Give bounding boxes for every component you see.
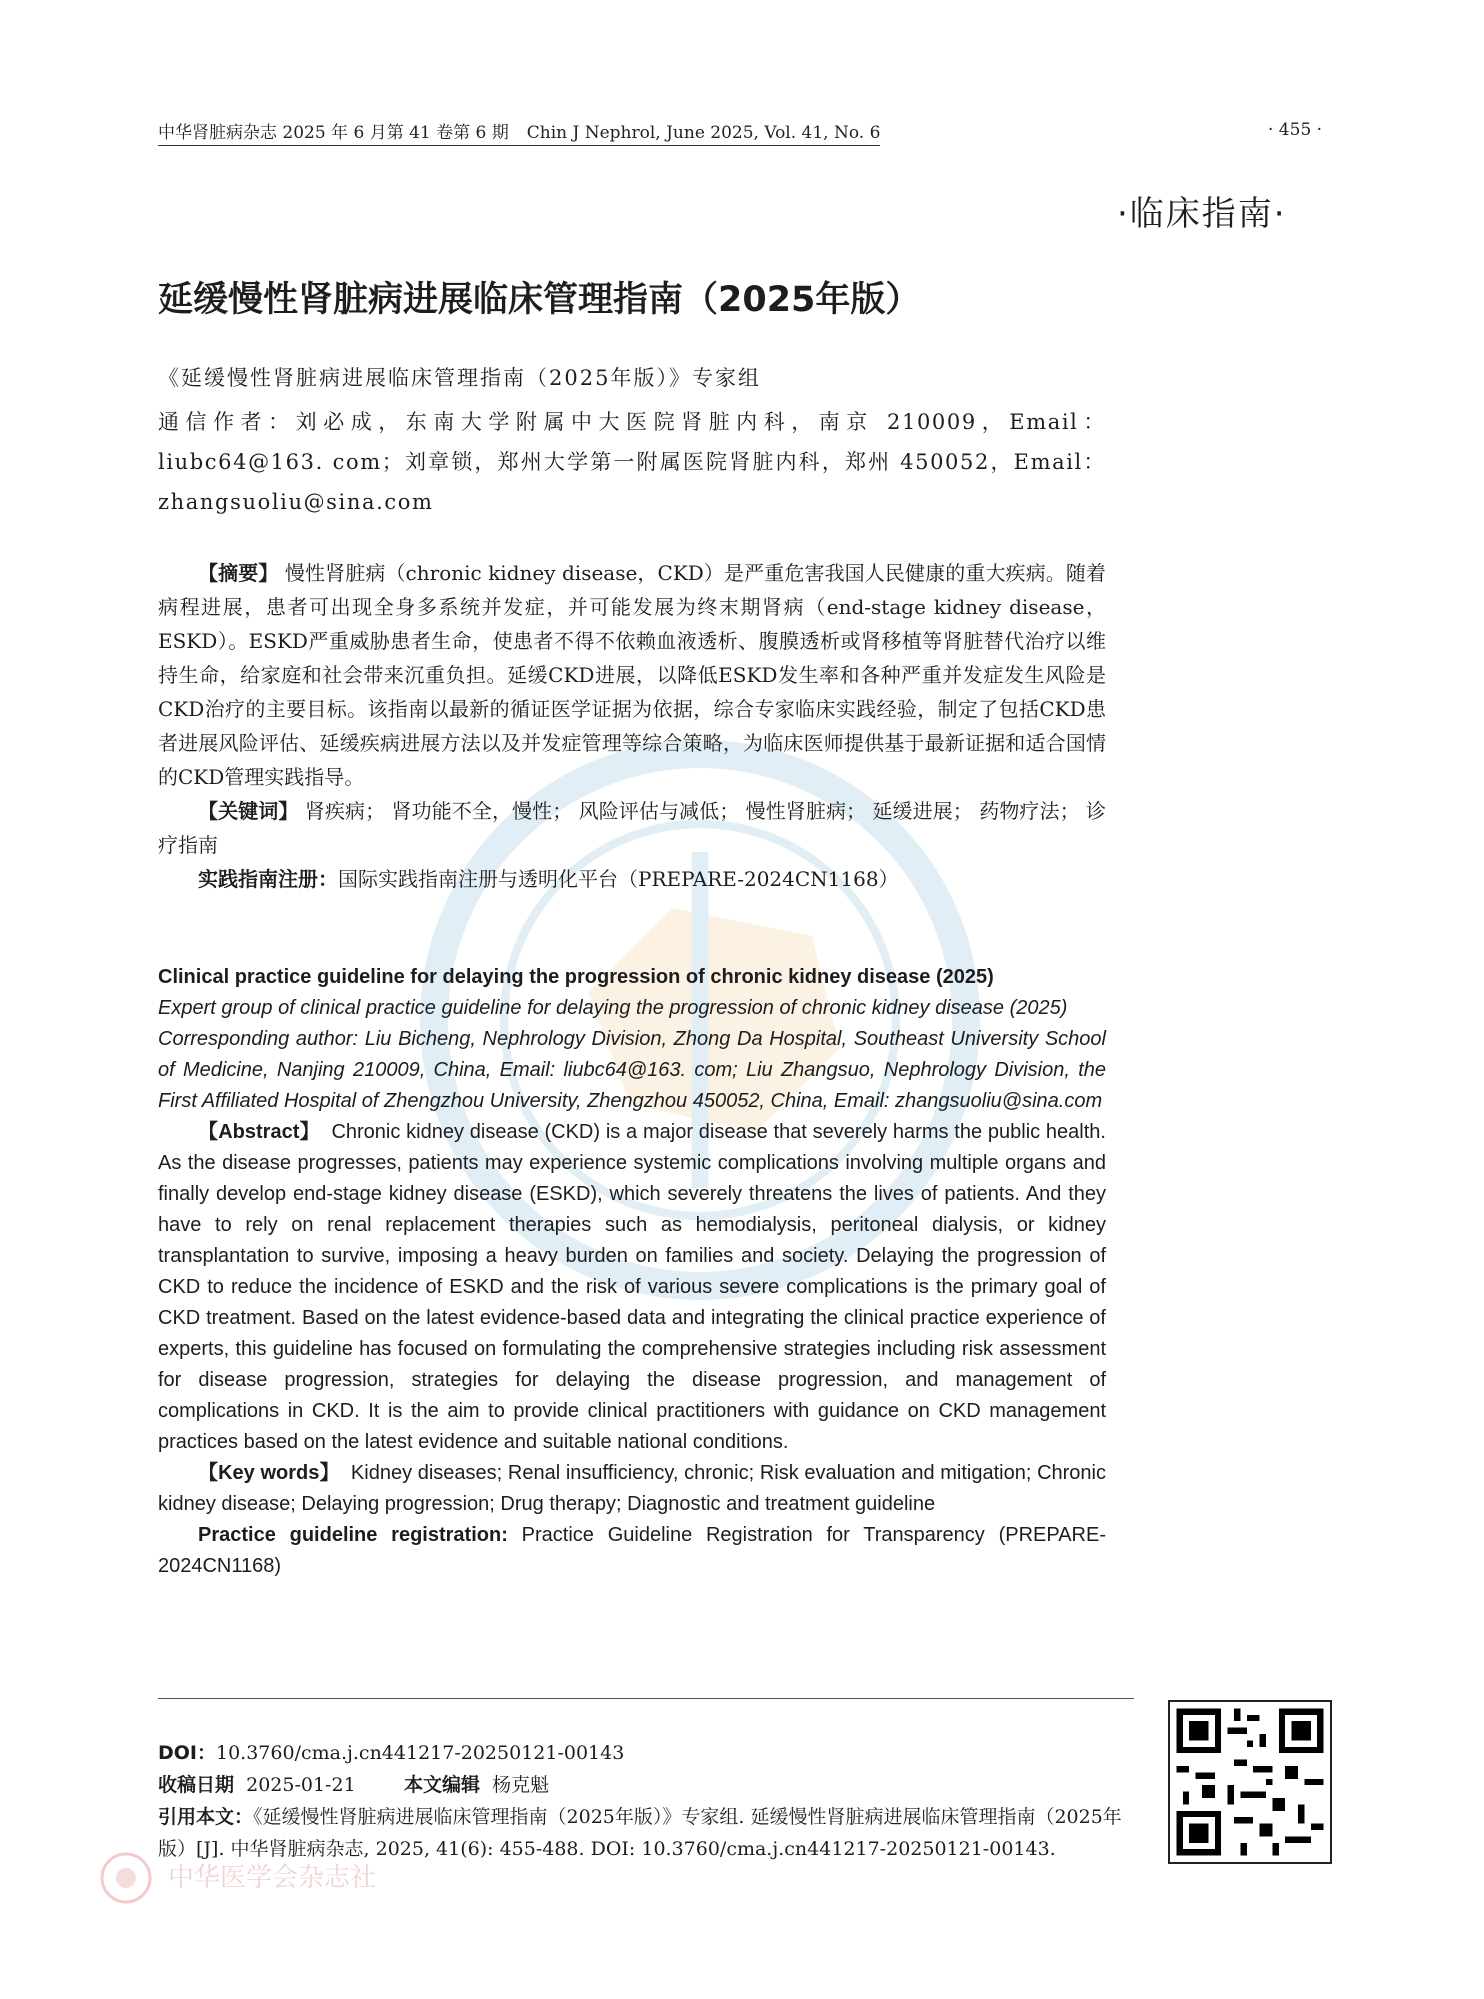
registration-cn-text: 国际实践指南注册与透明化平台（PREPARE-2024CN1168） — [338, 867, 899, 891]
doi-line — [158, 1737, 1138, 1769]
citation-text: 《延缓慢性肾脏病进展临床管理指南（2025年版）》专家组. 延缓慢性肾脏病进展临床管理指南（2025年版）[J]. 中华肾脏病杂志, 2025, 41(6): 455-488. DOI: 10.3760/cma.j.cn441217-20250121-00143. — [158, 1806, 1122, 1860]
doi-label: DOI： — [158, 1742, 216, 1764]
registration-cn-label: 实践指南注册： — [198, 867, 338, 891]
page-number: · 455 · — [1268, 120, 1323, 140]
received-label: 收稿日期 — [158, 1774, 235, 1796]
footer-divider — [158, 1698, 1134, 1699]
keywords-en-text: Kidney diseases; Renal insufficiency, chronic; Risk evaluation and mitigation; Chronic kidney disease; Delaying progression; Drug therapy; Diagnostic and treatment guideline — [158, 1462, 1106, 1515]
editor-name: 杨克魁 — [492, 1774, 550, 1796]
abstract-cn-text: 慢性肾脏病（chronic kidney disease，CKD）是严重危害我国人民健康的重大疾病。随着病程进展，患者可出现全身多系统并发症，并可能发展为终末期肾病（end-stage kidney disease，ESKD）。ESKD严重威胁患者生命，使患者不得不依赖血液透析、腹膜透析或肾移植等肾脏替代治疗以维持生命，给家庭和社会带来沉重负担。延缓CKD进展，以降低ESKD发生率和各种严重并发症发生风险是CKD治疗的主要目标。该指南以最新的循证医学证据为依据，综合专家临床实践经验，制定了包括CKD患者进展风险评估、延缓疾病进展方法以及并发症管理等综合策略，为临床医师提供基于最新证据和适合国情的CKD管理实践指导。 — [158, 561, 1106, 789]
article-title-cn: 延缓慢性肾脏病进展临床管理指南（2025年版） — [158, 280, 921, 320]
corresponding-author-cn: 通信作者：刘必成，东南大学附属中大医院肾脏内科，南京 210009，Email：liubc64@163. com；刘章锁，郑州大学第一附属医院肾脏内科，郑州 450052，Email：zhangsuoliu@sina.com — [158, 410, 1106, 514]
publisher-name: 中华医学会杂志社 — [168, 1863, 377, 1893]
doi-value[interactable]: 10.3760/cma.j.cn441217-20250121-00143 — [216, 1742, 625, 1764]
abstract-cn-paragraph — [158, 556, 1106, 794]
publisher-watermark — [98, 1848, 658, 1908]
keywords-cn-paragraph — [158, 794, 1106, 862]
registration-en-label: Practice guideline registration: — [198, 1524, 508, 1546]
author-group-cn: 《延缓慢性肾脏病进展临床管理指南（2025年版）》专家组 — [158, 366, 761, 390]
qr-code-icon[interactable] — [1168, 1700, 1332, 1864]
abstract-en-paragraph — [158, 1117, 1106, 1458]
registration-cn-paragraph — [158, 862, 1106, 896]
running-header — [158, 118, 880, 146]
citation-label: 引用本文： — [158, 1806, 254, 1828]
abstract-cn-label: 【摘要】 — [198, 561, 279, 585]
journal-name-en: Chin J Nephrol, June 2025, Vol. 41, No. 6 — [526, 123, 881, 143]
article-footer — [158, 1737, 1138, 1865]
article-title-en: Clinical practice guideline for delaying the progression of chronic kidney disease (2025) — [158, 966, 994, 988]
journal-name-cn: 中华肾脏病杂志 2025 年 6 月第 41 卷第 6 期 — [158, 123, 509, 143]
keywords-en-label: 【Key words】 — [198, 1462, 340, 1484]
registration-en-paragraph — [158, 1520, 1106, 1582]
author-group-en: Expert group of clinical practice guideline for delaying the progression of chronic kidney disease (2025) — [158, 997, 1068, 1019]
corresponding-author-en: Corresponding author: Liu Bicheng, Nephrology Division, Zhong Da Hospital, Southeast University School of Medicine, Nanjing 210009, China, Email: liubc64@163. com; Liu Zhangsuo, Nephrology Division, the First Affiliated Hospital of Zhengzhou University, Zhengzhou 450052, China, Email: zhangsuoliu@sina.com — [158, 1028, 1106, 1112]
received-date: 2025-01-21 — [246, 1774, 356, 1796]
keywords-cn-text: 肾疾病； 肾功能不全，慢性； 风险评估与减低； 慢性肾脏病； 延缓进展； 药物疗法； 诊疗指南 — [158, 799, 1107, 857]
abstract-en-text: Chronic kidney disease (CKD) is a major disease that severely harms the public health. As the disease progresses, patients may experience systemic complications involving multiple organs and finally develop end-stage kidney disease (ESKD), which severely threatens the lives of patients. And they have to rely on renal replacement therapies such as hemodialysis, peritoneal dialysis, or kidney transplantation to survive, imposing a heavy burden on families and society. Delaying the progression of CKD to reduce the incidence of ESKD and the risk of various severe complications is the primary goal of CKD treatment. Based on the latest evidence-based data and integrating the clinical practice experience of experts, this guideline has focused on formulating the comprehensive strategies including risk assessment for disease progression, strategies for delaying the disease progression, and management of complications in CKD. It is the aim to provide clinical practitioners with guidance on CKD management practices based on the latest evidence and suitable national conditions. — [158, 1121, 1106, 1453]
abstract-cn — [158, 556, 1106, 896]
editor-label: 本文编辑 — [403, 1774, 480, 1796]
abstract-en-label: 【Abstract】 — [198, 1121, 320, 1143]
column-label: ·临床指南· — [1117, 194, 1287, 234]
english-abstract-section — [158, 962, 1106, 1582]
keywords-cn-label: 【关键词】 — [198, 799, 299, 823]
registration-en-text: Practice Guideline Registration for Transparency (PREPARE-2024CN1168) — [158, 1524, 1106, 1577]
received-line — [158, 1769, 1138, 1801]
keywords-en-paragraph — [158, 1458, 1106, 1520]
